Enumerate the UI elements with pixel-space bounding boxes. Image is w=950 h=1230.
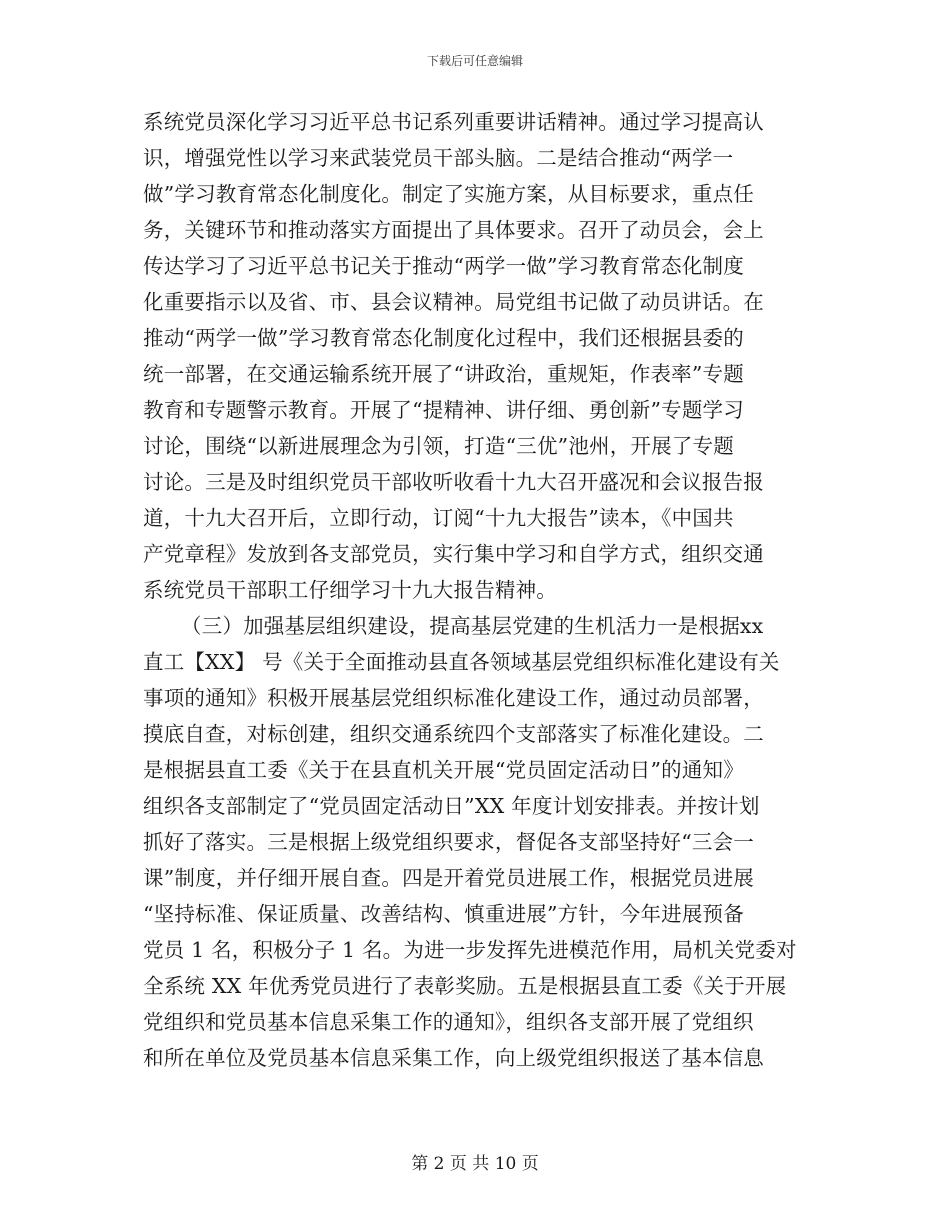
- body-line: 系统党员深化学习习近平总书记系列重要讲话精神。通过学习提高认: [143, 110, 764, 134]
- body-line: 抓好了落实。三是根据上级党组织要求，督促各支部坚持好“三会一: [143, 830, 754, 854]
- body-line: 直工【XX】 号《关于全面推动县直各领域基层党组织标准化建设有关: [143, 650, 780, 674]
- body-line: 党员 1 名，积极分子 1 名。为进一步发挥先进模范作用，局机关党委对: [143, 938, 797, 962]
- page-header-note: 下载后可任意编辑: [426, 54, 523, 68]
- body-line: 传达学习了习近平总书记关于推动“两学一做”学习教育常态化制度: [143, 254, 744, 278]
- body-line: 是根据县直工委《关于在县直机关开展“党员固定活动日”的通知》: [143, 758, 744, 782]
- body-line: 识，增强党性以学习来武装党员干部头脑。二是结合推动“两学一: [143, 146, 734, 170]
- body-line: 推动“两学一做”学习教育常态化制度化过程中，我们还根据县委的: [143, 326, 744, 350]
- body-line: 课”制度，并仔细开展自查。四是开着党员进展工作，根据党员进展: [143, 866, 754, 890]
- body-line: 统一部署，在交通运输系统开展了“讲政治，重规矩，作表率”专题: [143, 362, 744, 386]
- body-line: 务，关键环节和推动落实方面提出了具体要求。召开了动员会，会上: [143, 218, 764, 242]
- document-body: [143, 104, 807, 1076]
- body-line: 系统党员干部职工仔细学习十九大报告精神。: [143, 578, 557, 602]
- page-number: 第 2 页 共 10 页: [411, 1154, 539, 1174]
- section-heading-line: （三）加强基层组织建设，提高基层党建的生机活力一是根据xx: [181, 614, 764, 638]
- body-line: “坚持标准、保证质量、改善结构、慎重进展”方针，今年进展预备: [143, 902, 744, 926]
- body-line: 教育和专题警示教育。开展了“提精神、讲仔细、勇创新”专题学习: [143, 398, 744, 422]
- body-line: 讨论。三是及时组织党员干部收听收看十九大召开盛况和会议报告报: [143, 470, 764, 494]
- body-line: 化重要指示以及省、市、县会议精神。局党组书记做了动员讲话。在: [143, 290, 764, 314]
- body-line: 产党章程》发放到各支部党员，实行集中学习和自学方式，组织交通: [143, 542, 764, 566]
- body-line: 和所在单位及党员基本信息采集工作，向上级党组织报送了基本信息: [143, 1046, 764, 1070]
- body-line: 党组织和党员基本信息采集工作的通知》，组织各支部开展了党组织: [143, 1010, 754, 1034]
- body-line: 讨论，围绕“以新进展理念为引领，打造“三优”池州，开展了专题: [143, 434, 734, 458]
- body-line: 做”学习教育常态化制度化。制定了实施方案，从目标要求，重点任: [143, 182, 754, 206]
- body-line: 道，十九大召开后，立即行动，订阅“十九大报告”读本，《中国共: [143, 506, 734, 530]
- body-line: 组织各支部制定了“党员固定活动日”XX 年度计划安排表。并按计划: [143, 794, 760, 818]
- body-line: 事项的通知》积极开展基层党组织标准化建设工作，通过动员部署，: [143, 686, 764, 710]
- body-line: 摸底自查，对标创建，组织交通系统四个支部落实了标准化建设。二: [143, 722, 764, 746]
- body-line: 全系统 XX 年优秀党员进行了表彰奖励。五是根据县直工委《关于开展: [143, 974, 787, 998]
